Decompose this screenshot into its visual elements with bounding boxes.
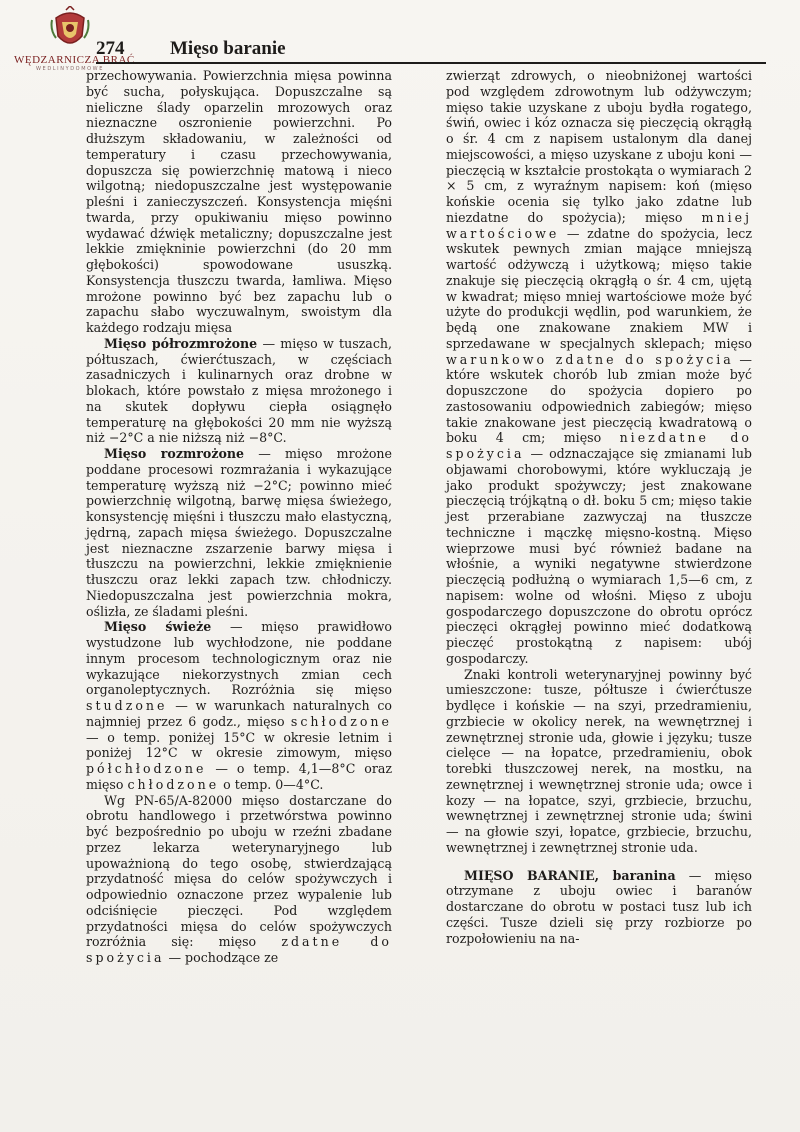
paragraph	[86, 619, 392, 792]
spaced-term: niezdatne do spożycia	[446, 430, 752, 461]
page-header	[96, 36, 766, 64]
paragraph	[86, 446, 392, 619]
paragraph-text: — w warunkach naturalnych co najmniej przez 6 godz., mięso	[86, 698, 392, 729]
page-number: 274	[96, 38, 125, 59]
spaced-term: chłodzone	[127, 776, 220, 792]
paragraph-text: — zdatne do spożycia, lecz wskutek pewnych zmian mające mniejszą wartość odżywczą i użytkową; mięso takie znakuje się pieczęcią okrągłą o śr. 4 cm, ujętą w kwadrat; mięso mniej wartościowe może być użyte do produkcji wędlin, pod warunkiem, że będą one znakowane znakiem MW i sprzedawane w specjalnych sklepach; mięso	[446, 225, 752, 351]
paragraph-text: zwierząt zdrowych, o nieobniżonej wartości pod względem zdrowotnym lub odżywczym; mięso takie uzyskane z uboju bydła rogatego, świń, owiec i kóz oznacza się pieczęcią okrągłą o śr. 4 cm z napisem ustalonym dla danej miejscowości, a mięso uzyskane z uboju koni — pieczęcią w kształcie prostokąta o wymiarach 2 × 5 cm, z wyraźnym napisem: koń (mięso końskie ocenia się tylko jako zdatne lub niezdatne do spożycia); mięso	[446, 68, 752, 225]
spaced-term: schłodzone	[290, 713, 392, 729]
left-column	[86, 68, 392, 966]
paragraph-text: — mięso prawidłowo wystudzone lub wychłodzone, nie poddane innym procesom technologicznym oraz nie wykazujące niekorzystnych zmian cech organoleptycznych. Rozróżnia się mięso	[86, 619, 392, 698]
paragraph-text: — o temp. 4,1—8°C oraz mięso	[86, 761, 392, 792]
paragraph	[86, 68, 392, 336]
spaced-term: warunkowo zdatne do spożycia	[446, 351, 734, 367]
paragraph-text: przechowywania. Powierzchnia mięsa powinna być sucha, połyskująca. Dopuszczalne są nieliczne ślady oparzelin mrozowych oraz nieznaczne oszronienie powierzchni. Po dłuższym składowaniu, w zależności od temperatury i czasu przechowywania, dopuszcza się powierzchnię matową i nieco wilgotną; niedopuszczalne jest występowanie pleśni i zanieczyszczeń. Konsystencja mięśni twarda, przy opukiwaniu mięso powinno wydawać dźwięk metaliczny; dopuszczalne jest lekkie zmiękninie powierzchni (do 20 mm głębokości) spowodowane ususzką. Konsystencja tłuszczu twarda, łamliwa. Mięso mrożone powinno być bez zapachu lub o zapachu słabo wyczuwalnym, swoistym dla każdego rodzaju mięsa	[86, 68, 392, 335]
paragraph-text: o temp. 0—4°C.	[219, 776, 324, 792]
term-heading: Mięso półrozmrożone	[104, 335, 258, 351]
paragraph	[86, 336, 392, 446]
paragraph	[86, 793, 392, 966]
term-heading: Mięso świeże	[104, 619, 212, 635]
paragraph-text: — mięso w tuszach, półtuszach, ćwierćtuszach, w częściach zasadniczych i kulinarnych oraz drobne w blokach, które powstało z mięsa mrożonego i na skutek dopływu ciepła osiągnęło temperaturę na głębokości 20 mm nie wyższą niż −2°C a nie niższą niż −8°C.	[86, 335, 392, 446]
paragraph	[446, 68, 752, 667]
paragraph-text: — mięso otrzymane z uboju owiec i baranów dostarczane do obrotu w postaci tusz lub ich części. Tusze dzieli się przy rozbiorze po rozpołowieniu na na-	[446, 867, 752, 946]
paragraph-text: — odznaczające się zmianami lub objawami chorobowymi, które wykluczają je jako produkt spożywczy; jest znakowane pieczęcią trójkątną o dł. boku 5 cm; mięso takie jest przerabiane zazwyczaj na tłuszcze techniczne i mączkę mięsno-kostną. Mięso wieprzowe musi być również badane na włośnie, a wyniki negatywne stwierdzone pieczęcią podłużną o wymiarach 1,5—6 cm, z napisem: wolne od włośni. Mięso z uboju gospodarczego dopuszczone do obrotu oprócz pieczęci okrągłej powinno mieć dodatkową pieczęć prostokątną z napisem: ubój gospodarczy.	[446, 446, 752, 666]
spaced-term: zdatne do spożycia	[86, 934, 392, 965]
brand-title: WĘDZARNICZA BRAĆ	[14, 54, 135, 66]
term-heading: Mięso rozmrożone	[104, 446, 245, 461]
spaced-term: studzone	[86, 698, 168, 713]
brand-subtitle: WEDLINYDOMOWE	[36, 66, 104, 72]
crest-icon	[50, 6, 90, 52]
paragraph-text: Wg PN-65/A-82000 mięso dostarczane do obrotu handlowego i przetwórstwa powinno być bezpośrednio po uboju w rzeźni zbadane przez lekarza weterynaryjnego lub upoważnioną do tego osobę, stwierdzającą przydatność mięsa do celów spożywczych i odpowiednio oznaczone przez wypalenie lub odciśnięcie pieczęci. Pod względem przydatności mięsa do celów spożywczych rozróżnia się: mięso	[86, 792, 392, 950]
paragraph-text: — o temp. poniżej 15°C w okresie letnim i poniżej 12°C w okresie zimowym, mięso	[86, 729, 392, 761]
paragraph-text: — które wskutek chorób lub zmian może być dopuszczone do spożycia dopiero po zastosowaniu odpowiednich zabiegów; mięso takie znakowane jest pieczęcią kwadratową o boku 4 cm; mięso	[446, 351, 752, 446]
paragraph-text: Znaki kontroli weterynaryjnej powinny być umieszczone: tusze, półtusze i ćwierćtusze bydlęce i końskie — na szyi, przedramieniu, grzbiecie w okolicy nerek, na wewnętrznej i zewnętrznej stronie uda, głowie i języku; tusze cielęce — na łopatce, przedramieniu, obok torebki tłuszczowej nerek, na mostku, na zewnętrznej i wewnętrznej stronie uda; owce i kozy — na łopatce, szyi, grzbiecie, brzuchu, wewnętrznej i zewnętrznej stronie uda; świni — na głowie szyi, łopatce, grzbiecie, brzuchu, wewnętrznej i zewnętrznej stronie uda.	[446, 666, 752, 855]
paragraph-text: — pochodzące ze	[164, 950, 279, 965]
term-heading: MIĘSO BARANIE, baranina	[464, 867, 676, 883]
paragraph	[446, 667, 752, 856]
right-column	[446, 68, 752, 946]
paragraph	[446, 868, 752, 947]
running-title: Mięso baranie	[170, 38, 286, 59]
spaced-term: półchłodzone	[86, 761, 207, 776]
paragraph-text: — mięso mrożone poddane procesowi rozmrażania i wykazujące temperaturę wyższą niż −2°C; powinno mieć powierzchnię wilgotną, barwę mięsa świeżego, konsystencję mięśni i tłuszczu mało elastyczną, jędrną, zapach mięsa świeżego. Dopuszczalne jest nieznaczne zszarzenie barwy mięsa i tłuszczu na powierzchni, lekkie zmięknienie tłuszczu oraz lekki zapach tzw. chłodniczy. Niedopuszczalna jest powierzchnia mokra, oślizła, ze śladami pleśni.	[86, 446, 392, 619]
spaced-term: mniej wartościowe	[446, 209, 752, 241]
